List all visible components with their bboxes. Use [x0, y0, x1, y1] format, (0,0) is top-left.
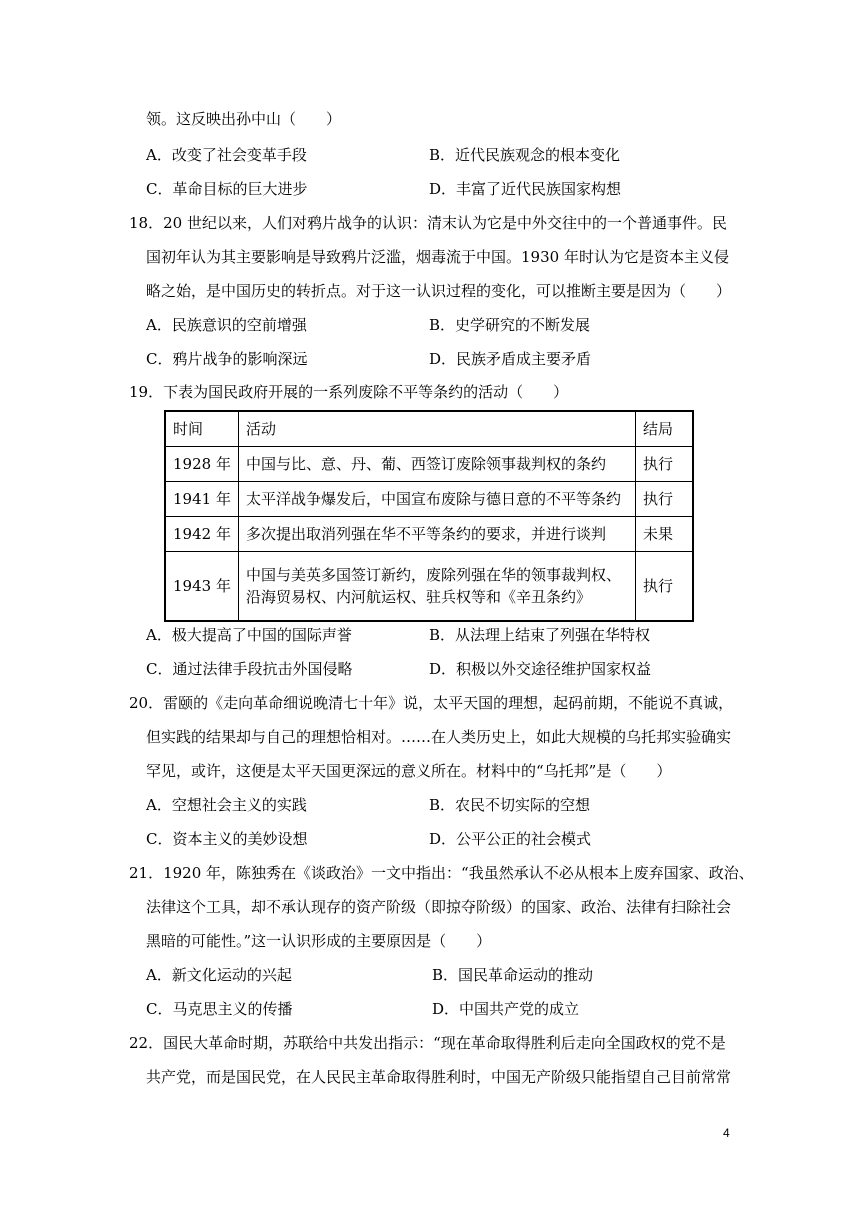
q20-option-c[interactable]: C．资本主义的美妙设想 [146, 830, 308, 848]
q17-stem-tail: 领。这反映出孙中山（ ） [146, 110, 342, 128]
q19-stem-line-1: 19．下表为国民政府开展的一系列废除不平等条约的活动（ ） [129, 383, 569, 401]
table-cell-result: 执行 [636, 447, 694, 482]
table-cell-time: 1941 年 [165, 482, 239, 517]
q17-option-c[interactable]: C．革命目标的巨大进步 [146, 180, 308, 198]
table-cell-time: 1928 年 [165, 447, 239, 482]
table-row [165, 552, 693, 622]
table-cell-activity: 中国与比、意、丹、葡、西签订废除领事裁判权的条约 [239, 447, 636, 482]
table-cell-time: 1942 年 [165, 517, 239, 552]
q20-stem-line-3: 罕见，或许，这便是太平天国更深远的意义所在。材料中的“乌托邦”是（ ） [146, 762, 672, 780]
q18-stem-line-1: 18．20 世纪以来，人们对鸦片战争的认识：清末认为它是中外交往中的一个普通事件。民 [129, 214, 727, 232]
q21-stem-line-1: 21．1920 年，陈独秀在《谈政治》一文中指出：“我虽然承认不必从根本上废弃国家、政治、 [129, 864, 754, 882]
q22-stem-line-2: 共产党，而是国民党，在人民民主革命取得胜利时，中国无产阶级只能指望自己目前常常 [146, 1068, 732, 1086]
q18-option-c[interactable]: C．鸦片战争的影响深远 [146, 350, 308, 368]
q18-stem-line-2: 国初年认为其主要影响是导致鸦片泛滥，烟毒流于中国。1930 年时认为它是资本主义侵 [146, 248, 729, 266]
q21-option-b[interactable]: B．国民革命运动的推动 [432, 966, 594, 984]
q21-stem-line-3: 黑暗的可能性。”这一认识形成的主要原因是（ ） [146, 932, 492, 950]
table-header-activity: 活动 [239, 411, 636, 447]
q19-option-c[interactable]: C．通过法律手段抗击外国侵略 [146, 660, 353, 678]
table-cell-activity: 太平洋战争爆发后，中国宣布废除与德日意的不平等条约 [239, 482, 636, 517]
table-cell-result: 未果 [636, 517, 694, 552]
q19-option-d[interactable]: D．积极以外交途径维护国家权益 [429, 660, 652, 678]
q20-stem-line-2: 但实践的结果却与自己的理想恰相对。……在人类历史上，如此大规模的乌托邦实验确实 [146, 728, 732, 746]
table-cell-activity [239, 552, 636, 622]
table-row [165, 482, 693, 517]
q21-stem-line-2: 法律这个工具，却不承认现存的资产阶级（即掠夺阶级）的国家、政治、法律有扫除社会 [146, 898, 732, 916]
q19-option-b[interactable]: B．从法理上结束了列强在华特权 [429, 626, 651, 644]
table-cell-result: 执行 [636, 482, 694, 517]
page-number: 4 [723, 1126, 730, 1140]
table-cell-time: 1943 年 [165, 552, 239, 622]
q20-option-a[interactable]: A．空想社会主义的实践 [146, 796, 307, 814]
q20-option-b[interactable]: B．农民不切实际的空想 [429, 796, 591, 814]
table-header-time: 时间 [165, 411, 239, 447]
q20-option-d[interactable]: D．公平公正的社会模式 [429, 830, 592, 848]
q19-option-a[interactable]: A．极大提高了中国的国际声誉 [146, 626, 352, 644]
q17-option-b[interactable]: B．近代民族观念的根本变化 [429, 146, 621, 164]
table-cell-activity-line-2: 沿海贸易权、内河航运权、驻兵权等和《辛丑条约》 [246, 588, 592, 606]
q21-option-d[interactable]: D．中国共产党的成立 [432, 1000, 580, 1018]
q17-option-a[interactable]: A．改变了社会变革手段 [146, 146, 307, 164]
q18-option-d[interactable]: D．民族矛盾成主要矛盾 [429, 350, 592, 368]
treaty-table [164, 410, 694, 622]
table-cell-activity-line-1: 中国与美英多国签订新约，废除列强在华的领事裁判权、 [246, 566, 622, 584]
q18-option-a[interactable]: A．民族意识的空前增强 [146, 316, 307, 334]
table-cell-activity: 多次提出取消列强在华不平等条约的要求，并进行谈判 [239, 517, 636, 552]
q20-stem-line-1: 20．雷颐的《走向革命细说晚清七十年》说，太平天国的理想，起码前期，不能说不真诚， [129, 694, 734, 712]
q18-option-b[interactable]: B．史学研究的不断发展 [429, 316, 591, 334]
table-row [165, 517, 693, 552]
q18-stem-line-3: 略之始，是中国历史的转折点。对于这一认识过程的变化，可以推断主要是因为（ ） [146, 282, 732, 300]
q21-option-c[interactable]: C．马克思主义的传播 [146, 1000, 293, 1018]
q21-option-a[interactable]: A．新文化运动的兴起 [146, 966, 292, 984]
q17-option-d[interactable]: D．丰富了近代民族国家构想 [429, 180, 622, 198]
table-header-row [165, 411, 693, 447]
table-cell-result: 执行 [636, 552, 694, 622]
q22-stem-line-1: 22．国民大革命时期，苏联给中共发出指示：“现在革命取得胜利后走向全国政权的党不是 [129, 1034, 726, 1052]
table-header-result: 结局 [636, 411, 694, 447]
table-row [165, 447, 693, 482]
